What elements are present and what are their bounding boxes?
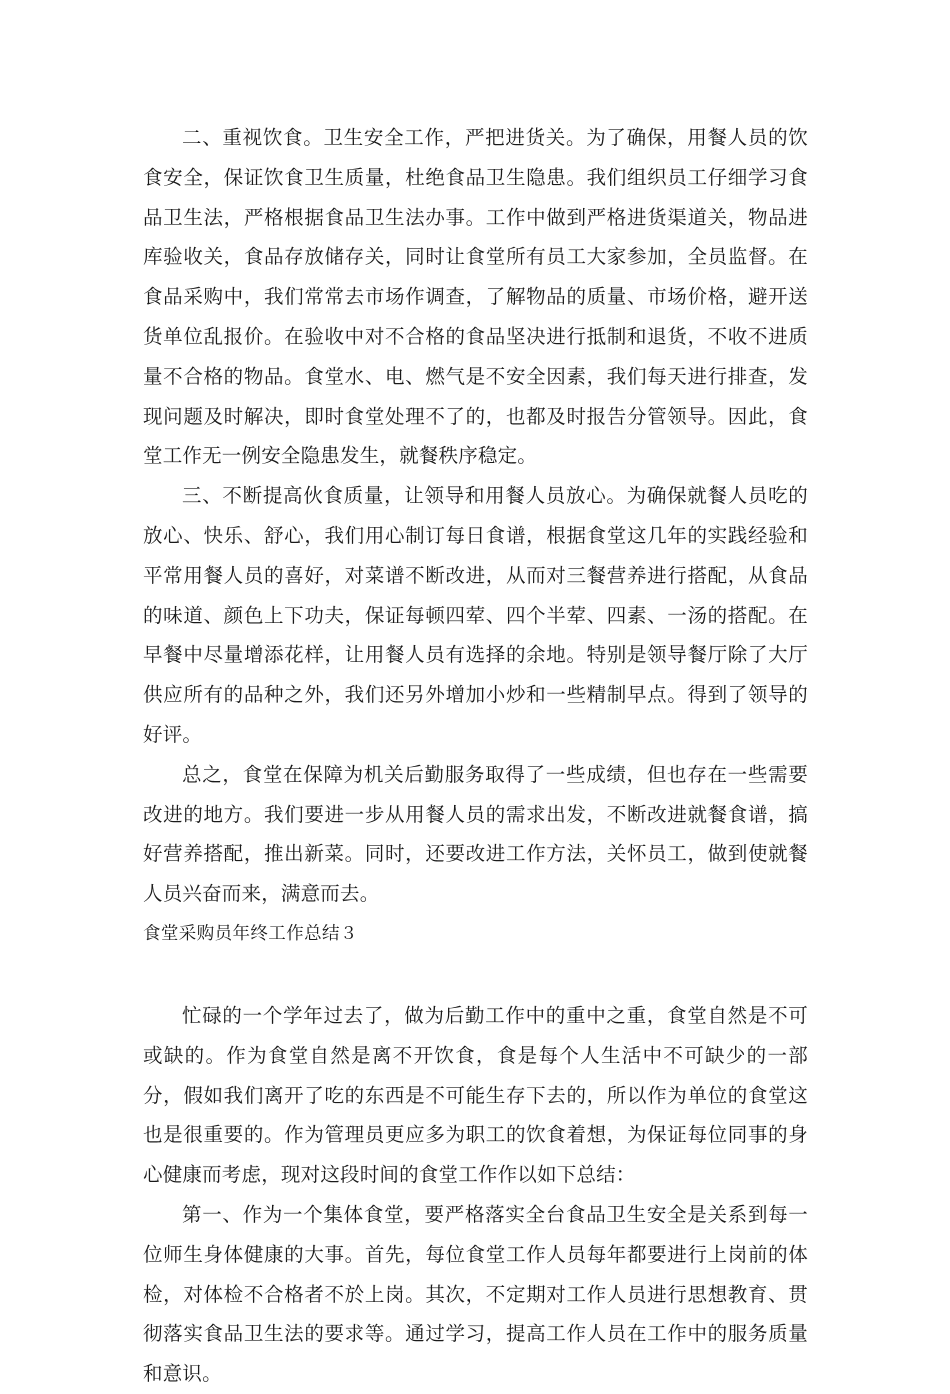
paragraph-conclusion: 总之，食堂在保障为机关后勤服务取得了一些成绩，但也存在一些需要改进的地方。我们要进一步从用餐人员的需求出发，不断改进就餐食谱，搞好营养搭配，推出新菜。同时，还要改进工作方法，关怀员工，做到使就餐人员兴奋而来，满意而去。 [143, 762, 808, 906]
paragraph-meal-quality: 三、不断提高伙食质量，让领导和用餐人员放心。为确保就餐人员吃的放心、快乐、舒心，我们用心制订每日食谱，根据食堂这几年的实践经验和平常用餐人员的喜好，对菜谱不断改进，从而对三餐营养进行搭配，从食品的味道、颜色上下功夫，保证每顿四荤、四个半荤、四素、一汤的搭配。在早餐中尽量增添花样，让用餐人员有选择的余地。特别是领导餐厅除了大厅供应所有的品种之外，我们还另外增加小炒和一些精制早点。得到了领导的好评。 [143, 484, 808, 746]
section-title: 食堂采购员年终工作总结３ [143, 923, 358, 944]
paragraph-intro: 忙碌的一个学年过去了，做为后勤工作中的重中之重，食堂自然是不可或缺的。作为食堂自然是离不开饮食，食是每个人生活中不可缺少的一部分，假如我们离开了吃的东西是不可能生存下去的，所以作为单位的食堂这也是很重要的。作为管理员更应多为职工的饮食着想，为保证每位同事的身心健康而考虑，现对这段时间的食堂工作作以如下总结： [143, 1003, 808, 1187]
paragraph-first-point: 第一、作为一个集体食堂，要严格落实全台食品卫生安全是关系到每一位师生身体健康的大事。首先，每位食堂工作人员每年都要进行上岗前的体检，对体检不合格者不於上岗。其次，不定期对工作人员进行思想教育、贯彻落实食品卫生法的要求等。通过学习，提高工作人员在工作中的服务质量和意识。 [143, 1202, 808, 1386]
section-spacer [143, 954, 808, 996]
document-page [143, 118, 808, 1394]
paragraph-food-safety: 二、重视饮食。卫生安全工作，严把进货关。为了确保，用餐人员的饮食安全，保证饮食卫生质量，杜绝食品卫生隐患。我们组织员工仔细学习食品卫生法，严格根据食品卫生法办事。工作中做到严格进货渠道关，物品进库验收关，食品存放储存关，同时让食堂所有员工大家参加，全员监督。在食品采购中，我们常常去市场作调查，了解物品的质量、市场价格，避开送货单位乱报价。在验收中对不合格的食品坚决进行抵制和退货，不收不进质量不合格的物品。食堂水、电、燃气是不安全因素，我们每天进行排查，发现问题及时解决，即时食堂处理不了的，也都及时报告分管领导。因此，食堂工作无一例安全隐患发生，就餐秩序稳定。 [143, 126, 808, 468]
